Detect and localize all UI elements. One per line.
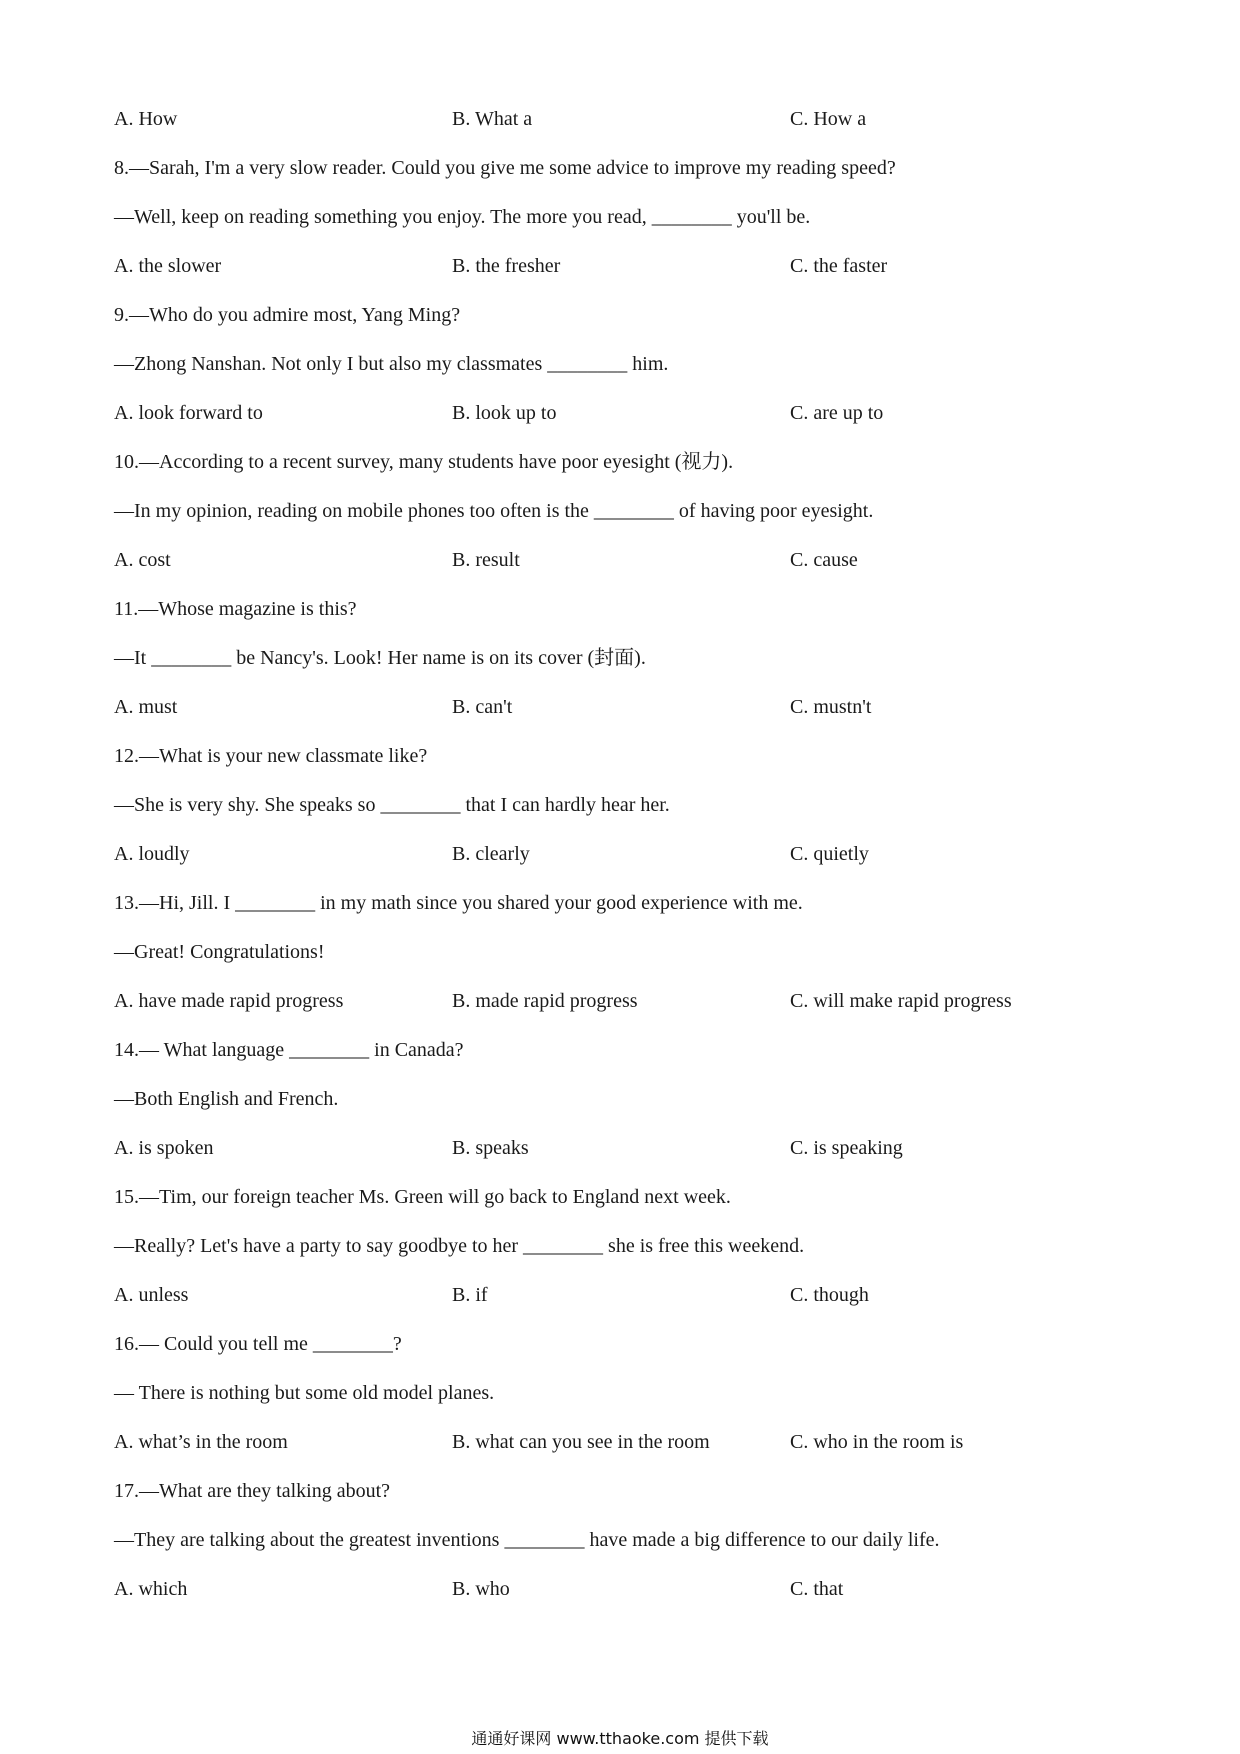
question-17-prompt: 17.—What are they talking about? [114, 1480, 391, 1502]
question-9-response: —Zhong Nanshan. Not only I but also my classmates ________ him. [114, 353, 669, 375]
option-b: B. What a [452, 108, 533, 130]
option-a: A. How [114, 108, 178, 130]
option-c: C. How a [790, 108, 867, 130]
question-9-options [114, 401, 1134, 425]
option-c: C. is speaking [790, 1137, 903, 1159]
question-11-options [114, 695, 1134, 719]
option-b: B. result [452, 549, 520, 571]
question-16-options [114, 1430, 1134, 1454]
question-10-prompt: 10.—According to a recent survey, many students have poor eyesight (视力). [114, 451, 734, 473]
option-b: B. the fresher [452, 255, 561, 277]
option-b: B. what can you see in the room [452, 1431, 710, 1453]
question-12-response: —She is very shy. She speaks so ________ that I can hardly hear her. [114, 794, 670, 816]
option-a: A. must [114, 696, 178, 718]
question-16-prompt: 16.— Could you tell me ________? [114, 1333, 402, 1355]
question-17-response: —They are talking about the greatest inventions ________ have made a big difference to our daily life. [114, 1529, 940, 1551]
option-c: C. who in the room is [790, 1431, 964, 1453]
option-b: B. speaks [452, 1137, 529, 1159]
option-b: B. look up to [452, 402, 557, 424]
question-10-response: —In my opinion, reading on mobile phones too often is the ________ of having poor eyesight. [114, 500, 874, 522]
option-b: B. made rapid progress [452, 990, 638, 1012]
question-15-response: —Really? Let's have a party to say goodbye to her ________ she is free this weekend. [114, 1235, 805, 1257]
option-a: A. loudly [114, 843, 190, 865]
option-c: C. will make rapid progress [790, 990, 1012, 1012]
question-17-options [114, 1577, 1134, 1601]
question-16-response: — There is nothing but some old model planes. [114, 1382, 495, 1404]
question-12-prompt: 12.—What is your new classmate like? [114, 745, 428, 767]
question-13-response: —Great! Congratulations! [114, 941, 325, 963]
question-8-options [114, 254, 1134, 278]
question-8-prompt: 8.—Sarah, I'm a very slow reader. Could you give me some advice to improve my reading speed? [114, 157, 896, 179]
question-13-prompt: 13.—Hi, Jill. I ________ in my math since you shared your good experience with me. [114, 892, 803, 914]
option-c: C. cause [790, 549, 858, 571]
option-a: A. have made rapid progress [114, 990, 344, 1012]
question-8-response: —Well, keep on reading something you enjoy. The more you read, ________ you'll be. [114, 206, 811, 228]
option-b: B. who [452, 1578, 510, 1600]
option-a: A. the slower [114, 255, 222, 277]
option-a: A. what’s in the room [114, 1431, 288, 1453]
option-b: B. clearly [452, 843, 530, 865]
question-11-prompt: 11.—Whose magazine is this? [114, 598, 357, 620]
option-c: C. are up to [790, 402, 884, 424]
question-14-options [114, 1136, 1134, 1160]
option-c: C. that [790, 1578, 844, 1600]
option-c: C. though [790, 1284, 869, 1306]
option-c: C. mustn't [790, 696, 872, 718]
option-c: C. the faster [790, 255, 888, 277]
question-10-options [114, 548, 1134, 572]
question-14-response: —Both English and French. [114, 1088, 339, 1110]
option-b: B. can't [452, 696, 513, 718]
option-a: A. look forward to [114, 402, 263, 424]
option-a: A. cost [114, 549, 171, 571]
question-12-options [114, 842, 1134, 866]
question-13-options [114, 989, 1134, 1013]
option-c: C. quietly [790, 843, 869, 865]
option-b: B. if [452, 1284, 488, 1306]
option-a: A. unless [114, 1284, 189, 1306]
question-15-prompt: 15.—Tim, our foreign teacher Ms. Green will go back to England next week. [114, 1186, 731, 1208]
option-a: A. which [114, 1578, 188, 1600]
question-11-response: —It ________ be Nancy's. Look! Her name is on its cover (封面). [114, 647, 646, 669]
question-15-options [114, 1283, 1134, 1307]
question-9-prompt: 9.—Who do you admire most, Yang Ming? [114, 304, 461, 326]
page-footer: 通通好课网 www.tthaoke.com 提供下载 [471, 1729, 769, 1748]
question-14-prompt: 14.— What language ________ in Canada? [114, 1039, 464, 1061]
prev-question-options [114, 107, 1134, 131]
option-a: A. is spoken [114, 1137, 214, 1159]
